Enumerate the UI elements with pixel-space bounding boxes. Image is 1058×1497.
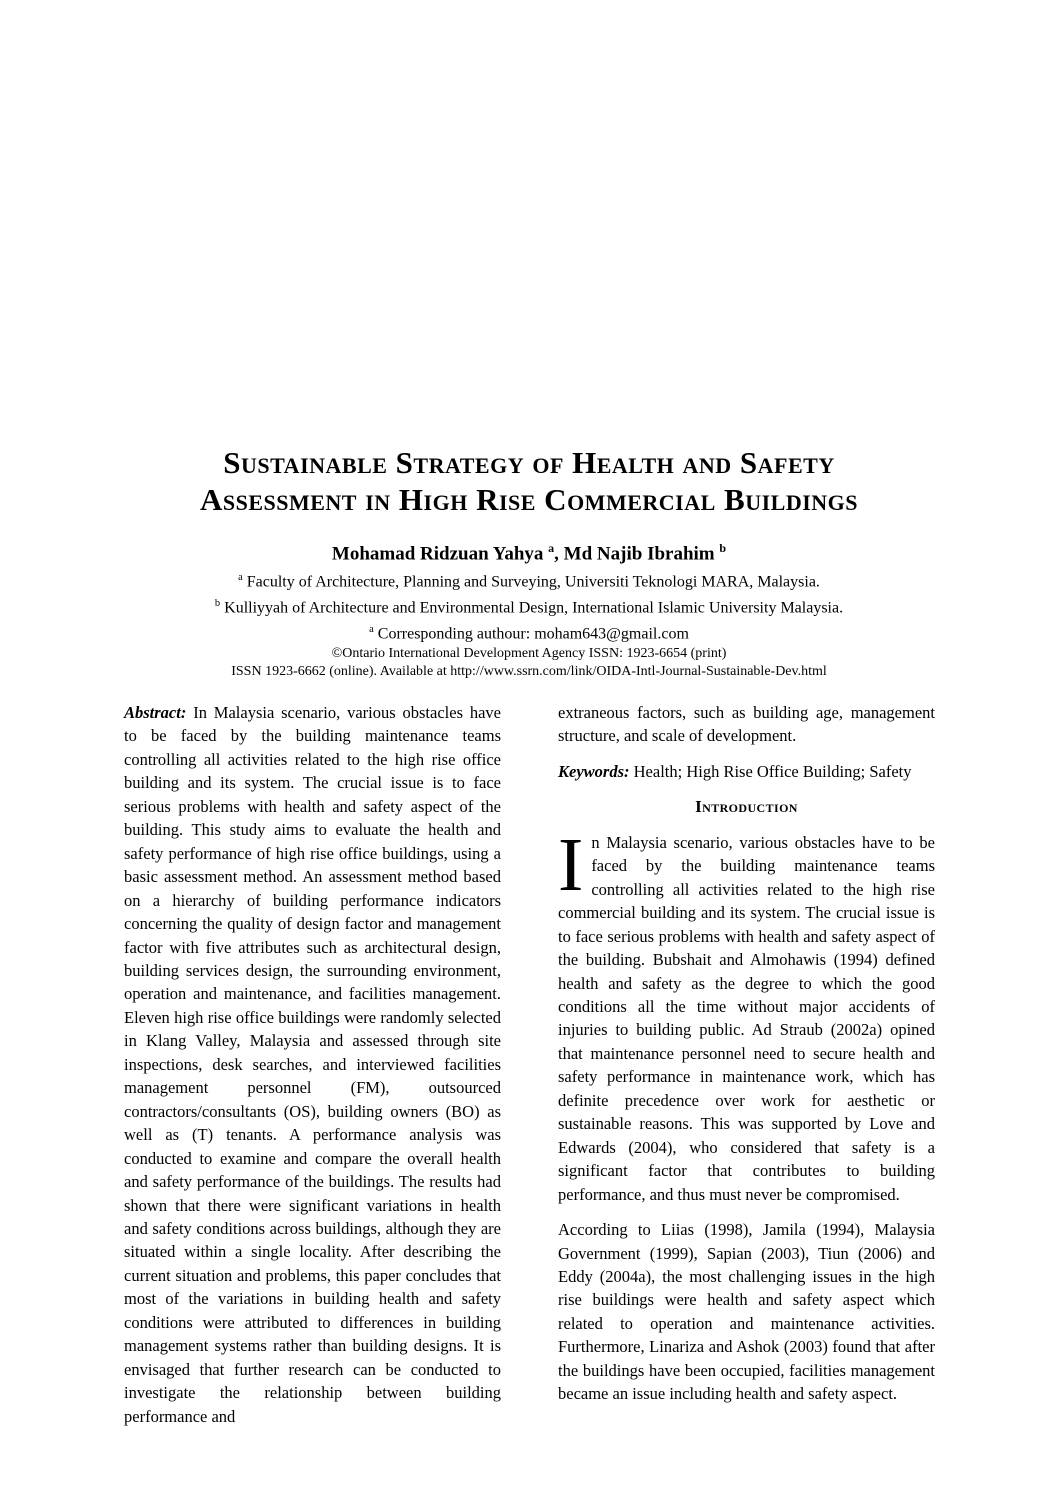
corresponding-author-text: Corresponding authour: moham643@gmail.com (377, 624, 689, 642)
author-1-superscript: a (548, 541, 555, 555)
keywords-line (558, 760, 935, 783)
affiliation-2-marker: b (214, 597, 221, 609)
publisher-line-1: ©Ontario International Development Agency ISSN: 1923-6654 (print) (331, 646, 727, 661)
right-column (558, 701, 935, 1440)
affiliations-block (0, 567, 1058, 644)
abstract-continuation-paragraph (558, 701, 935, 748)
affiliation-1 (0, 567, 1058, 593)
publisher-block (0, 645, 1058, 680)
corresponding-author-line (0, 619, 1058, 645)
page-title-line-2: Assessment in High Rise Commercial Buildings (199, 482, 859, 517)
author-2-name: Md Najib Ibrahim (563, 543, 715, 565)
left-column (124, 701, 501, 1440)
abstract-text-column-1: In Malaysia scenario, various obstacles have to be faced by the building maintenance teams controlling all activities related to the high rise office building and its system. The crucial issue is to face serious problems with health and safety aspect of the building. This study aims to evaluate the health and safety performance of high rise office buildings, using a basic assessment method. An assessment method based on a hierarchy of building performance indicators concerning the quality of design factor and management factor with five attributes such as architectural design, building services design, the surrounding environment, operation and maintenance, and facilities management. Eleven high rise office buildings were randomly selected in Klang Valley, Malaysia and assessed through site inspections, desk searches, and interviewed facilities management personnel (FM), outsourced contractors/consultants (OS), building owners (BO) as well as (T) tenants. A performance analysis was conducted to examine and compare the overall health and safety performance of the buildings. The results had shown that there were significant variations in health and safety conditions across buildings, although they are situated within a single locality. After describing the current situation and problems, this paper concludes that most of the variations in building health and safety conditions were attributed to differences in building management systems rather than building designs. It is envisaged that further research can be conducted to investigate the relationship between building performance and (124, 703, 501, 1426)
affiliation-2-text: Kulliyyah of Architecture and Environmental Design, International Islamic University Malaysia. (224, 599, 844, 617)
intro-paragraph-1 (558, 822, 935, 1206)
author-2-superscript: b (719, 541, 727, 555)
corresponding-author-marker: a (369, 623, 374, 635)
introduction-heading: Introduction (695, 797, 798, 817)
keywords-label: Keywords: (558, 761, 630, 781)
title-block (60, 444, 998, 518)
drop-cap: I (558, 822, 584, 907)
keywords-text: Health; High Rise Office Building; Safety (633, 761, 912, 781)
publisher-line-2: ISSN 1923-6662 (online). Available at http://www.ssrn.com/link/OIDA-Intl-Journal-Sustainable-Dev.html (231, 663, 827, 679)
abstract-label: Abstract: (124, 703, 187, 722)
intro-paragraph-2-text: According to Liias (1998), Jamila (1994), Malaysia Government (1999), Sapian (2003), Tiun (2006) and Eddy (2004a), the most challenging issues in the high rise buildings were health and safety aspect which related to operation and maintenance activities. Furthermore, Linariza and Ashok (2003) found that after the buildings have been occupied, facilities management became an issue including health and safety aspect. (558, 1220, 935, 1404)
intro-paragraph-1-text: n Malaysia scenario, various obstacles have to be faced by the building maintenance teams controlling all activities related to the high rise commercial building and its system. The crucial issue is to face serious problems with health and safety aspect of the building. Bubshait and Almohawis (1994) defined health and safety as the degree to which the good conditions all the time without major accidents of injuries to building public. Ad Straub (2002a) opined that maintenance personnel need to secure health and safety performance in maintenance work, which has definite precedence over work for aesthetic or sustainable reasons. This was supported by Love and Edwards (2004), who considered that safety is a significant factor that contributes to building performance, and thus must never be compromised. (558, 832, 935, 1204)
affiliation-2 (0, 593, 1058, 619)
author-1-name: Mohamad Ridzuan Yahya (331, 543, 544, 565)
abstract-text-continuation: extraneous factors, such as building age, management structure, and scale of development. (558, 703, 935, 746)
affiliation-1-marker: a (238, 572, 243, 583)
body-columns (124, 701, 935, 1440)
author-separator: , (554, 543, 564, 565)
page-title-line-1: Sustainable Strategy of Health and Safety (223, 445, 835, 480)
affiliation-1-text: Faculty of Architecture, Planning and Surveying, Universiti Teknologi MARA, Malaysia. (246, 573, 820, 591)
abstract-paragraph (124, 701, 501, 1428)
intro-paragraph-2 (558, 1218, 935, 1406)
authors-line (0, 541, 1058, 565)
